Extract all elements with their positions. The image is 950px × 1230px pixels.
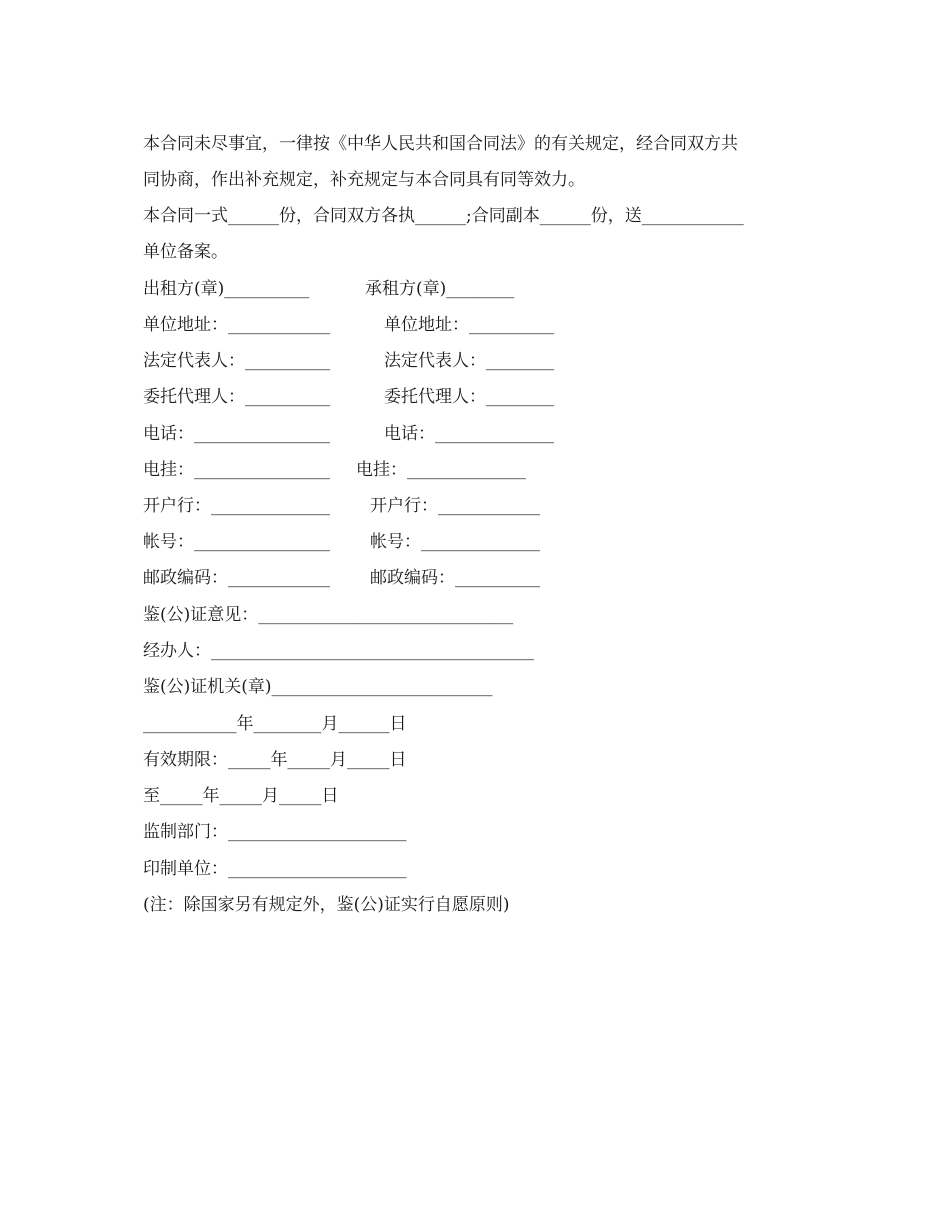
paragraph-copies-line-2: 单位备案。	[143, 242, 228, 262]
validity-period-to-field: 至_____年_____月_____日	[143, 786, 339, 806]
lessor-telegraph-field: 电挂：________________	[143, 460, 330, 480]
signature-row-phone	[143, 424, 843, 444]
printing-unit-field: 印制单位：_____________________	[143, 859, 407, 879]
lessee-seal-field: 承租方(章)________	[365, 279, 515, 299]
paragraph-supplement-line-1: 本合同未尽事宜，一律按《中华人民共和国合同法》的有关规定，经合同双方共	[143, 134, 738, 154]
signature-row-account	[143, 532, 843, 552]
notary-authority-seal-field: 鉴(公)证机关(章)__________________________	[143, 677, 493, 697]
lessee-postcode-field: 邮政编码：__________	[370, 568, 540, 588]
lessee-address-field: 单位地址：__________	[384, 315, 554, 335]
lessor-seal-field: 出租方(章)__________	[143, 279, 310, 299]
lessor-legal-rep-field: 法定代表人：__________	[143, 351, 330, 371]
signature-row-telegraph	[143, 460, 843, 480]
signature-row-legal-rep	[143, 351, 843, 371]
lessor-agent-field: 委托代理人：__________	[143, 387, 330, 407]
signature-row-postcode	[143, 568, 843, 588]
notary-handler-field: 经办人：______________________________________	[143, 641, 534, 661]
notary-opinion-field: 鉴(公)证意见：______________________________	[143, 605, 514, 625]
lessor-phone-field: 电话：________________	[143, 424, 330, 444]
lessee-phone-field: 电话：______________	[384, 424, 554, 444]
lessee-agent-field: 委托代理人：________	[384, 387, 554, 407]
paragraph-supplement-line-2: 同协商，作出补充规定，补充规定与本合同具有同等效力。	[143, 170, 585, 190]
lessee-bank-field: 开户行：____________	[370, 496, 540, 516]
signature-row-bank	[143, 496, 843, 516]
supervising-department-field: 监制部门：_____________________	[143, 822, 407, 842]
signature-row-lessor	[143, 279, 843, 299]
lessee-telegraph-field: 电挂：______________	[356, 460, 526, 480]
paragraph-copies-line-1: 本合同一式______份，合同双方各执______;合同副本______份，送____________	[143, 206, 744, 226]
lessor-address-field: 单位地址：____________	[143, 315, 330, 335]
lessee-legal-rep-field: 法定代表人：________	[384, 351, 554, 371]
lessor-bank-field: 开户行：______________	[143, 496, 330, 516]
notary-date-field: ___________年________月______日	[143, 714, 407, 734]
lessee-account-field: 帐号：______________	[370, 532, 540, 552]
lessor-postcode-field: 邮政编码：____________	[143, 568, 330, 588]
validity-period-from-field: 有效期限：_____年_____月_____日	[143, 750, 407, 770]
lessor-account-field: 帐号：________________	[143, 532, 330, 552]
notary-voluntary-note: (注：除国家另有规定外，鉴(公)证实行自愿原则)	[143, 895, 510, 915]
signature-row-address	[143, 315, 843, 335]
signature-row-agent	[143, 387, 843, 407]
